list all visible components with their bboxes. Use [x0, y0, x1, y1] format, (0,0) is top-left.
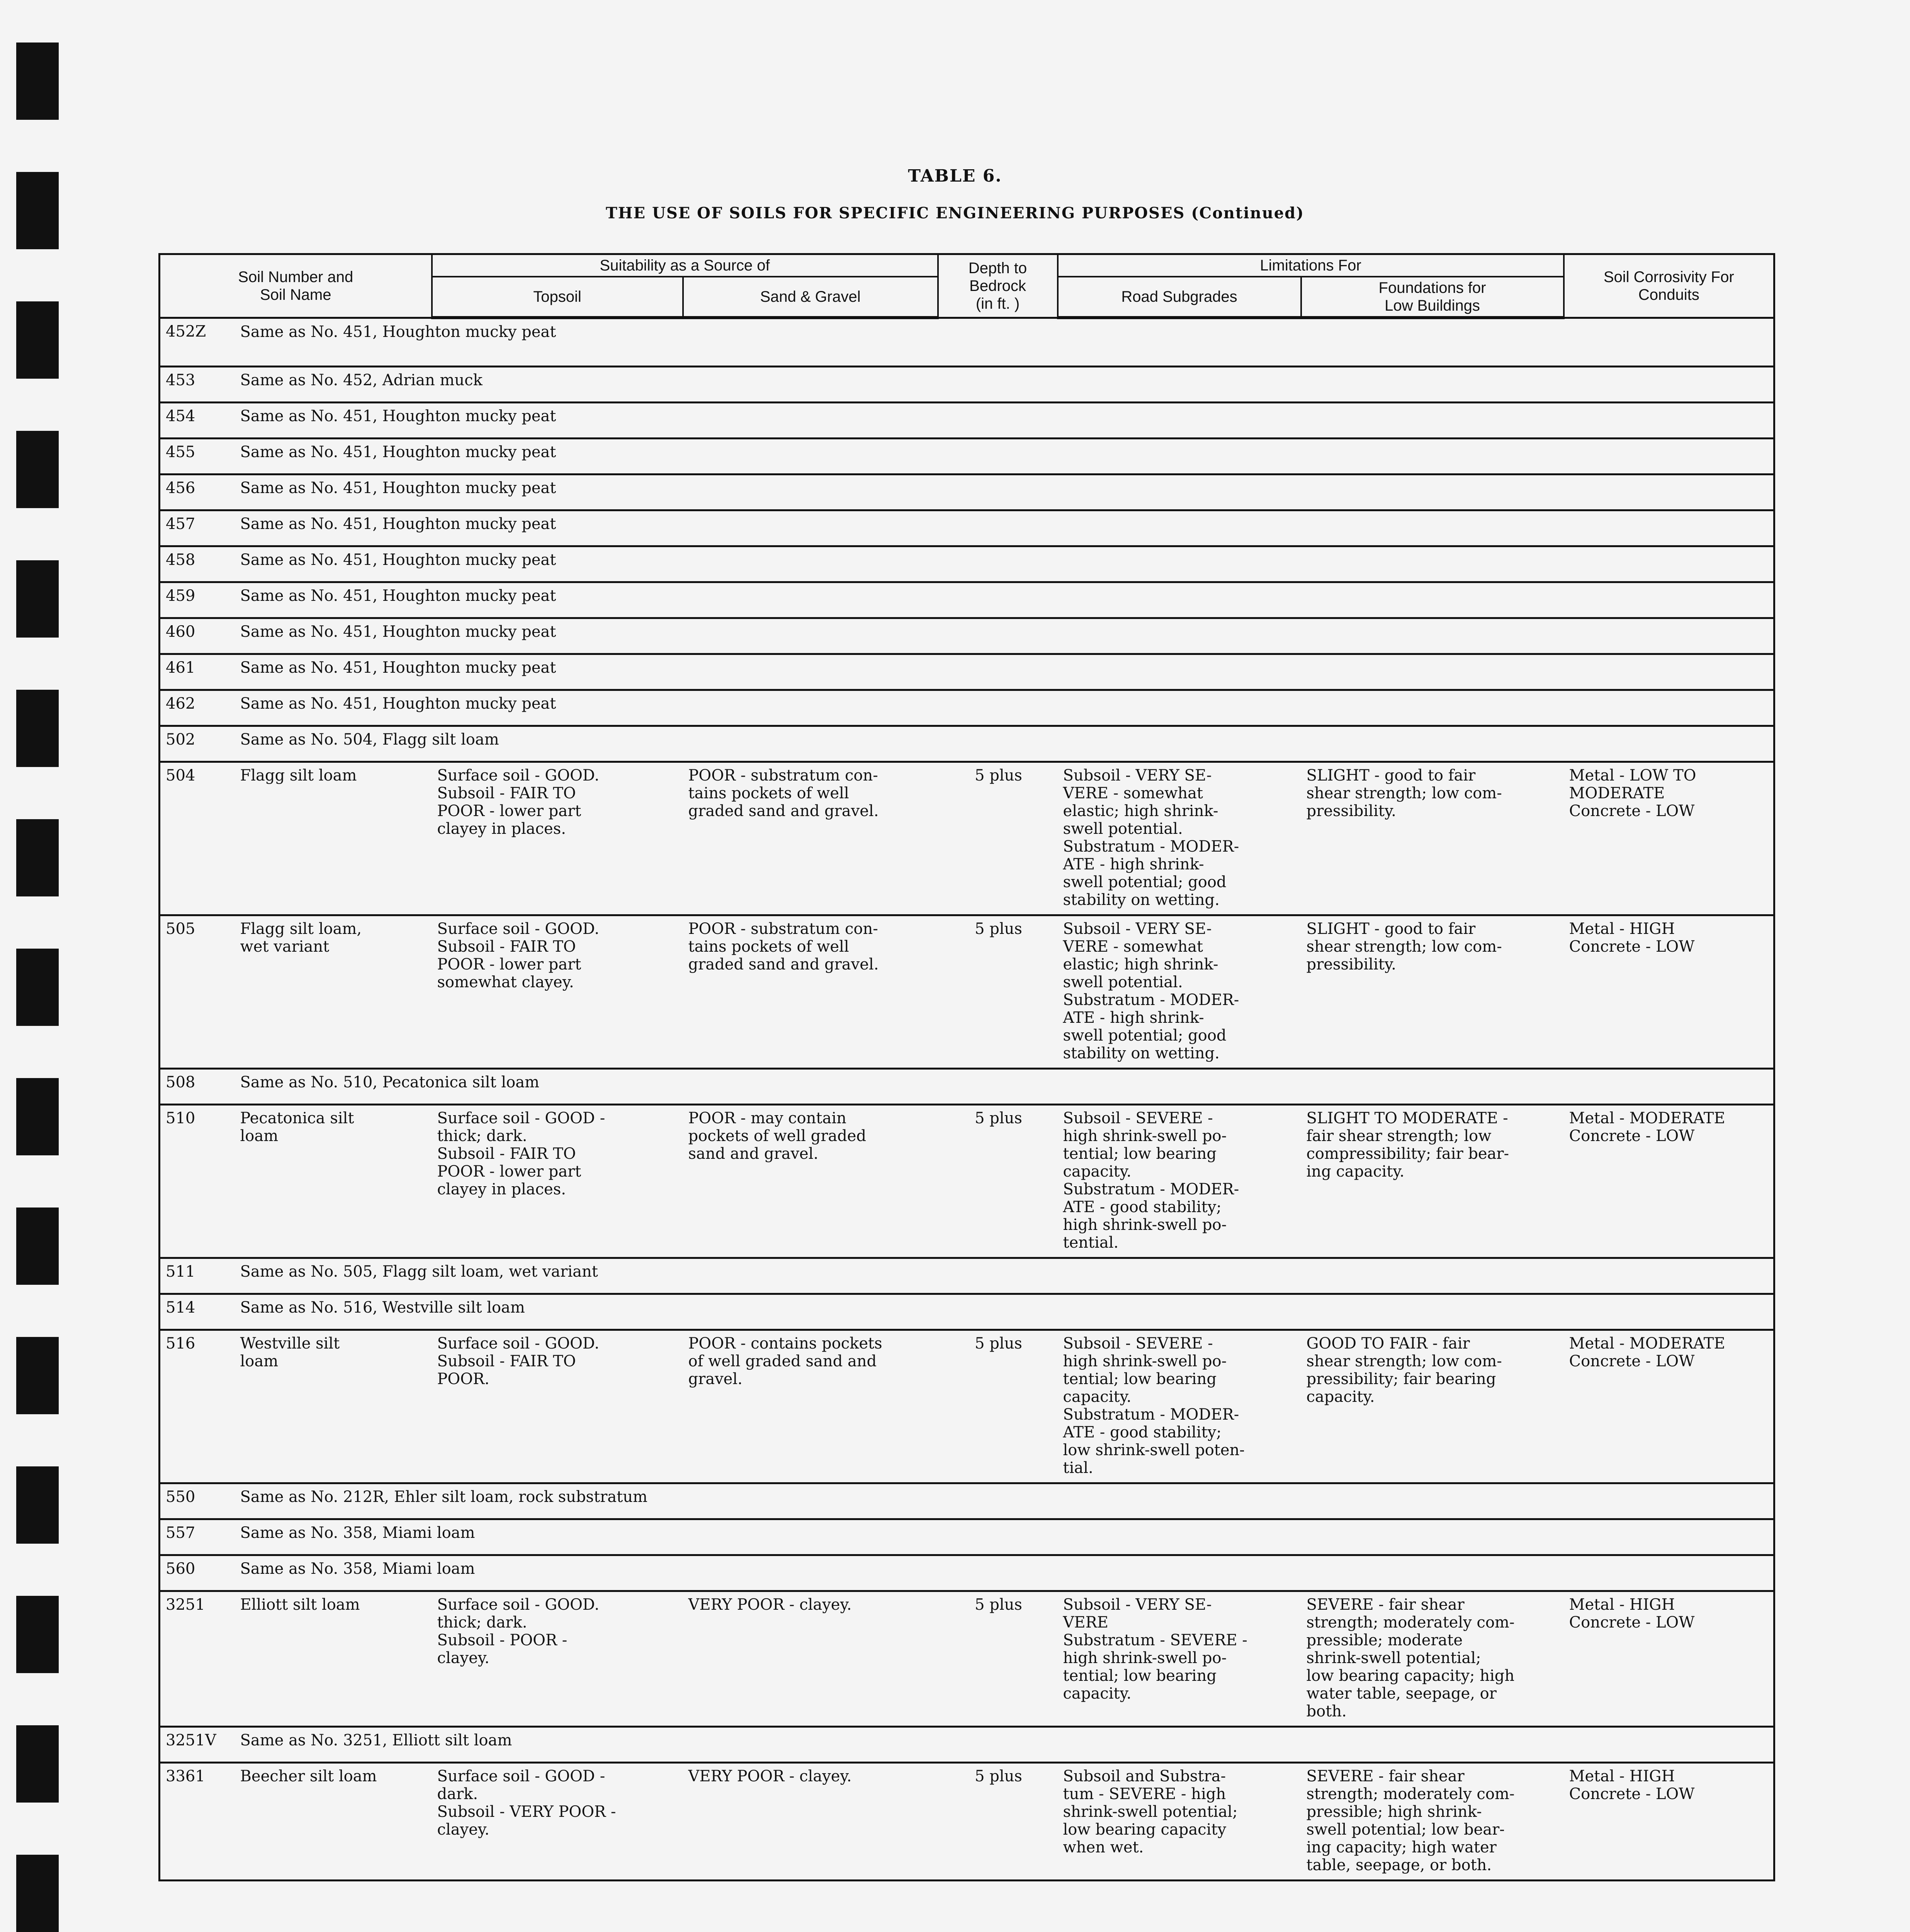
binding-hole [16, 1466, 59, 1544]
same-as-reference: Same as No. 3251, Elliott silt loam [235, 1727, 1774, 1763]
table-row [160, 654, 1774, 690]
soil-corrosivity: Metal - HIGH Concrete - LOW [1564, 1591, 1774, 1727]
table-row [160, 439, 1774, 474]
topsoil-suitability: Surface soil - GOOD. Subsoil - FAIR TO POOR. [432, 1330, 683, 1483]
same-as-reference: Same as No. 451, Houghton mucky peat [235, 618, 1774, 654]
binding-hole [16, 1078, 59, 1155]
soil-number: 557 [160, 1519, 235, 1555]
table-row [160, 510, 1774, 546]
header-topsoil: Topsoil [432, 277, 683, 318]
header-depth-to-bedrock: Depth to Bedrock (in ft. ) [938, 254, 1058, 318]
binding-holes [16, 0, 63, 1932]
table-row [160, 762, 1774, 915]
table-row [160, 1763, 1774, 1881]
soil-name: Beecher silt loam [235, 1763, 432, 1881]
soil-number: 516 [160, 1330, 235, 1483]
table-row [160, 1069, 1774, 1105]
soil-number: 514 [160, 1294, 235, 1330]
foundation-limitation: SEVERE - fair shear strength; moderately com- pressible; high shrink- swell potential; low bear- ing capacity; high water table, seepage, or both. [1301, 1763, 1564, 1881]
binding-hole [16, 431, 59, 508]
binding-hole [16, 1337, 59, 1414]
foundation-limitation: GOOD TO FAIR - fair shear strength; low com- pressibility; fair bearing capacity. [1301, 1330, 1564, 1483]
binding-hole [16, 1725, 59, 1803]
same-as-reference: Same as No. 451, Houghton mucky peat [235, 546, 1774, 582]
road-subgrade-limitation: Subsoil - VERY SE- VERE Substratum - SEVERE - high shrink-swell po- tential; low bearing capacity. [1058, 1591, 1301, 1727]
header-foundations: Foundations for Low Buildings [1301, 277, 1564, 318]
table-row [160, 915, 1774, 1069]
table-row [160, 403, 1774, 439]
soil-number: 505 [160, 915, 235, 1069]
sand-gravel-suitability: POOR - contains pockets of well graded sand and gravel. [683, 1330, 938, 1483]
depth-to-bedrock: 5 plus [938, 762, 1058, 915]
binding-hole [16, 1208, 59, 1285]
soil-number: 454 [160, 403, 235, 439]
soil-number: 458 [160, 546, 235, 582]
same-as-reference: Same as No. 452, Adrian muck [235, 367, 1774, 403]
depth-to-bedrock: 5 plus [938, 1105, 1058, 1258]
binding-hole [16, 1855, 59, 1932]
road-subgrade-limitation: Subsoil - SEVERE - high shrink-swell po- tential; low bearing capacity. Substratum - MODER- ATE - good stability; high shrink-swell po- tential. [1058, 1105, 1301, 1258]
table-row [160, 546, 1774, 582]
same-as-reference: Same as No. 505, Flagg silt loam, wet variant [235, 1258, 1774, 1294]
same-as-reference: Same as No. 212R, Ehler silt loam, rock substratum [235, 1483, 1774, 1519]
soil-name: Pecatonica silt loam [235, 1105, 432, 1258]
table-row [160, 582, 1774, 618]
same-as-reference: Same as No. 510, Pecatonica silt loam [235, 1069, 1774, 1105]
soil-number: 453 [160, 367, 235, 403]
table-row [160, 318, 1774, 367]
table-row [160, 1258, 1774, 1294]
table-row [160, 1483, 1774, 1519]
binding-hole [16, 949, 59, 1026]
sand-gravel-suitability: POOR - substratum con- tains pockets of well graded sand and gravel. [683, 762, 938, 915]
soil-corrosivity: Metal - LOW TO MODERATE Concrete - LOW [1564, 762, 1774, 915]
soil-number: 455 [160, 439, 235, 474]
binding-hole [16, 43, 59, 120]
sand-gravel-suitability: POOR - substratum con- tains pockets of well graded sand and gravel. [683, 915, 938, 1069]
depth-to-bedrock: 5 plus [938, 1591, 1058, 1727]
table-row [160, 1591, 1774, 1727]
topsoil-suitability: Surface soil - GOOD. Subsoil - FAIR TO POOR - lower part clayey in places. [432, 762, 683, 915]
binding-hole [16, 690, 59, 767]
topsoil-suitability: Surface soil - GOOD - thick; dark. Subsoil - FAIR TO POOR - lower part clayey in places. [432, 1105, 683, 1258]
soil-number: 511 [160, 1258, 235, 1294]
header-sand-gravel: Sand & Gravel [683, 277, 938, 318]
depth-to-bedrock: 5 plus [938, 1763, 1058, 1881]
binding-hole [16, 301, 59, 379]
same-as-reference: Same as No. 451, Houghton mucky peat [235, 318, 1774, 367]
table-row [160, 618, 1774, 654]
table-title: TABLE 6. [908, 166, 1002, 186]
soil-number: 456 [160, 474, 235, 510]
binding-hole [16, 560, 59, 638]
foundation-limitation: SEVERE - fair shear strength; moderately com- pressible; moderate shrink-swell potential; low bearing capacity; high water table, seepage, or both. [1301, 1591, 1564, 1727]
soil-corrosivity: Metal - HIGH Concrete - LOW [1564, 915, 1774, 1069]
depth-to-bedrock: 5 plus [938, 1330, 1058, 1483]
same-as-reference: Same as No. 358, Miami loam [235, 1519, 1774, 1555]
soil-number: 550 [160, 1483, 235, 1519]
road-subgrade-limitation: Subsoil - SEVERE - high shrink-swell po- tential; low bearing capacity. Substratum - MODER- ATE - good stability; low shrink-swell poten- tial. [1058, 1330, 1301, 1483]
header-soil-number-and-name: Soil Number and Soil Name [160, 254, 432, 318]
header-suitability-group: Suitability as a Source of [432, 254, 938, 277]
same-as-reference: Same as No. 516, Westville silt loam [235, 1294, 1774, 1330]
same-as-reference: Same as No. 358, Miami loam [235, 1555, 1774, 1591]
depth-to-bedrock: 5 plus [938, 915, 1058, 1069]
soil-number: 457 [160, 510, 235, 546]
soil-name: Flagg silt loam [235, 762, 432, 915]
soil-number: 459 [160, 582, 235, 618]
table-row [160, 367, 1774, 403]
soil-name: Elliott silt loam [235, 1591, 432, 1727]
header-limitations-group: Limitations For [1058, 254, 1564, 277]
same-as-reference: Same as No. 451, Houghton mucky peat [235, 403, 1774, 439]
binding-hole [16, 819, 59, 896]
table-body [160, 318, 1774, 1881]
table-row [160, 1294, 1774, 1330]
same-as-reference: Same as No. 451, Houghton mucky peat [235, 510, 1774, 546]
table-row [160, 1105, 1774, 1258]
soil-corrosivity: Metal - MODERATE Concrete - LOW [1564, 1105, 1774, 1258]
foundation-limitation: SLIGHT - good to fair shear strength; low com- pressibility. [1301, 915, 1564, 1069]
soil-name: Flagg silt loam, wet variant [235, 915, 432, 1069]
table-row [160, 690, 1774, 726]
soil-number: 3251V [160, 1727, 235, 1763]
road-subgrade-limitation: Subsoil - VERY SE- VERE - somewhat elastic; high shrink- swell potential. Substratum - MODER- ATE - high shrink- swell potential; good stability on wetting. [1058, 762, 1301, 915]
soil-number: 462 [160, 690, 235, 726]
soil-number: 504 [160, 762, 235, 915]
header-road-subgrades: Road Subgrades [1058, 277, 1301, 318]
soil-number: 502 [160, 726, 235, 762]
soil-number: 560 [160, 1555, 235, 1591]
header-corrosivity: Soil Corrosivity For Conduits [1564, 254, 1774, 318]
topsoil-suitability: Surface soil - GOOD. Subsoil - FAIR TO POOR - lower part somewhat clayey. [432, 915, 683, 1069]
table-row [160, 1330, 1774, 1483]
table-row [160, 474, 1774, 510]
sand-gravel-suitability: VERY POOR - clayey. [683, 1591, 938, 1727]
soil-corrosivity: Metal - HIGH Concrete - LOW [1564, 1763, 1774, 1881]
road-subgrade-limitation: Subsoil - VERY SE- VERE - somewhat elastic; high shrink- swell potential. Substratum - MODER- ATE - high shrink- swell potential; good stability on wetting. [1058, 915, 1301, 1069]
soil-number: 510 [160, 1105, 235, 1258]
table-row [160, 1519, 1774, 1555]
same-as-reference: Same as No. 451, Houghton mucky peat [235, 654, 1774, 690]
soil-number: 461 [160, 654, 235, 690]
table-row [160, 726, 1774, 762]
soil-engineering-table [158, 253, 1775, 1881]
same-as-reference: Same as No. 451, Houghton mucky peat [235, 439, 1774, 474]
topsoil-suitability: Surface soil - GOOD - dark. Subsoil - VERY POOR - clayey. [432, 1763, 683, 1881]
table-row [160, 1555, 1774, 1591]
foundation-limitation: SLIGHT TO MODERATE - fair shear strength; low compressibility; fair bear- ing capacity. [1301, 1105, 1564, 1258]
same-as-reference: Same as No. 504, Flagg silt loam [235, 726, 1774, 762]
binding-hole [16, 1596, 59, 1673]
soil-number: 3251 [160, 1591, 235, 1727]
soil-number: 3361 [160, 1763, 235, 1881]
table-subtitle: THE USE OF SOILS FOR SPECIFIC ENGINEERING PURPOSES (Continued) [605, 204, 1305, 222]
table-row [160, 1727, 1774, 1763]
soil-corrosivity: Metal - MODERATE Concrete - LOW [1564, 1330, 1774, 1483]
sand-gravel-suitability: POOR - may contain pockets of well graded sand and gravel. [683, 1105, 938, 1258]
road-subgrade-limitation: Subsoil and Substra- tum - SEVERE - high shrink-swell potential; low bearing capacity when wet. [1058, 1763, 1301, 1881]
same-as-reference: Same as No. 451, Houghton mucky peat [235, 474, 1774, 510]
soil-name: Westville silt loam [235, 1330, 432, 1483]
same-as-reference: Same as No. 451, Houghton mucky peat [235, 690, 1774, 726]
foundation-limitation: SLIGHT - good to fair shear strength; low com- pressibility. [1301, 762, 1564, 915]
header-row-top [160, 254, 1774, 277]
sand-gravel-suitability: VERY POOR - clayey. [683, 1763, 938, 1881]
topsoil-suitability: Surface soil - GOOD. thick; dark. Subsoil - POOR - clayey. [432, 1591, 683, 1727]
soil-number: 460 [160, 618, 235, 654]
soil-number: 508 [160, 1069, 235, 1105]
soil-number: 452Z [160, 318, 235, 367]
same-as-reference: Same as No. 451, Houghton mucky peat [235, 582, 1774, 618]
